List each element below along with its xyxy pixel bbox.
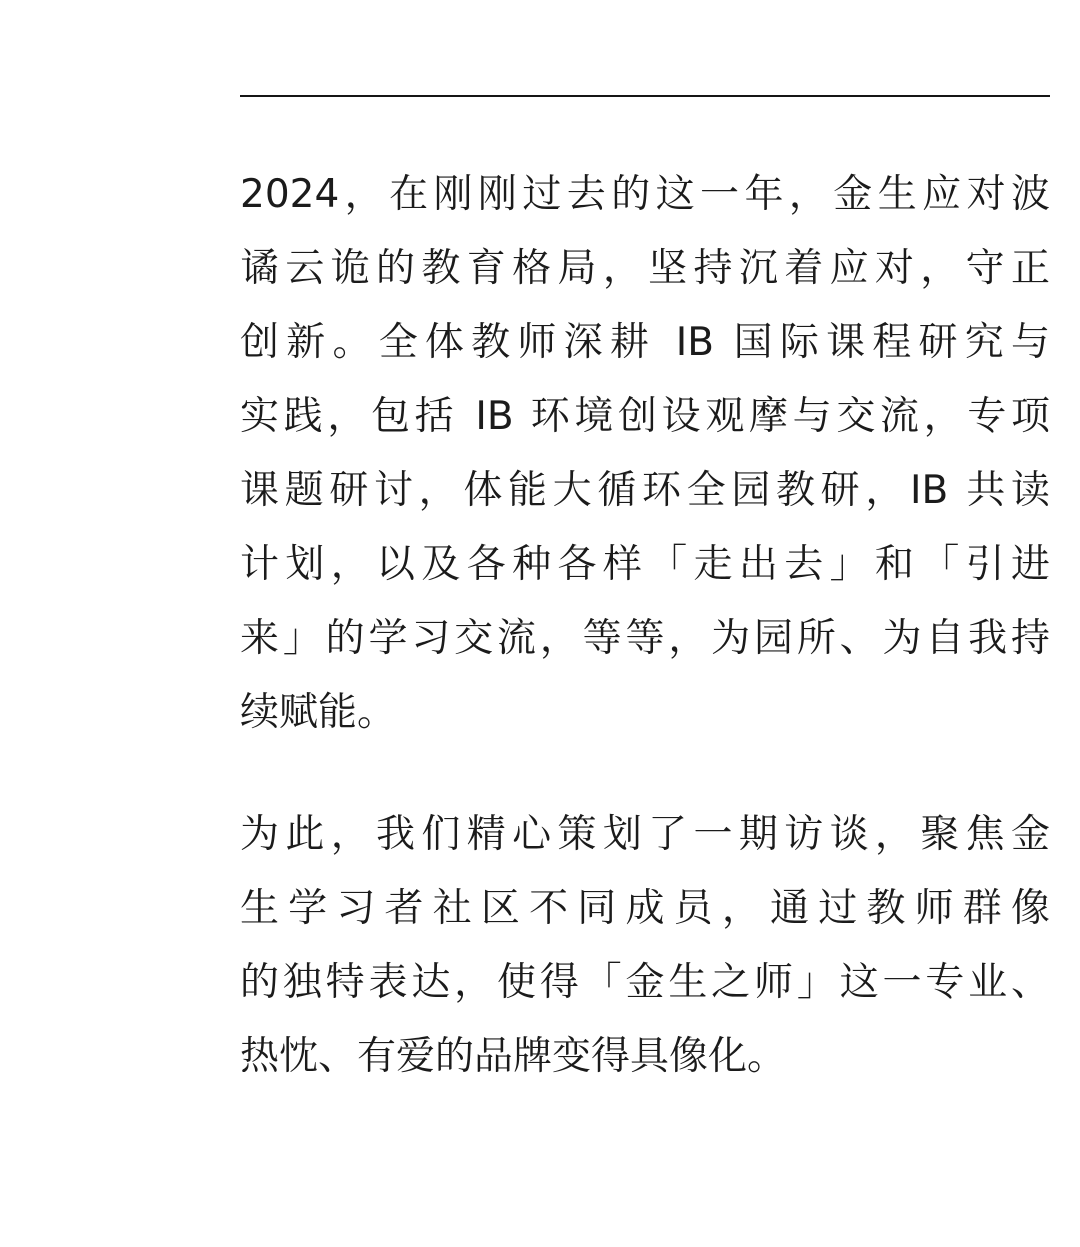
paragraph-line: 谲云诡的教育格局，坚持沉着应对，守正 [240, 246, 1050, 291]
article-paragraph-2 [240, 798, 1050, 1094]
paragraph-line: 计划，以及各种各样「走出去」和「引进 [240, 542, 1050, 587]
paragraph-line: 生学习者社区不同成员，通过教师群像 [240, 886, 1050, 931]
paragraph-line: 创新。全体教师深耕 IB 国际课程研究与 [240, 320, 1050, 365]
paragraph-line: 的独特表达，使得「金生之师」这一专业、 [240, 960, 1050, 1005]
paragraph-line: 课题研讨，体能大循环全园教研，IB 共读 [240, 468, 1050, 513]
paragraph-line: 实践，包括 IB 环境创设观摩与交流，专项 [240, 394, 1050, 439]
article-paragraph-1 [240, 158, 1050, 750]
top-divider [240, 95, 1050, 97]
paragraph-line: 来」的学习交流，等等，为园所、为自我持 [240, 616, 1050, 661]
paragraph-line: 2024，在刚刚过去的这一年，金生应对波 [240, 172, 1050, 217]
paragraph-line: 热忱、有爱的品牌变得具像化。 [240, 1034, 787, 1079]
paragraph-line: 为此，我们精心策划了一期访谈，聚焦金 [240, 812, 1050, 857]
paragraph-line: 续赋能。 [240, 690, 397, 735]
